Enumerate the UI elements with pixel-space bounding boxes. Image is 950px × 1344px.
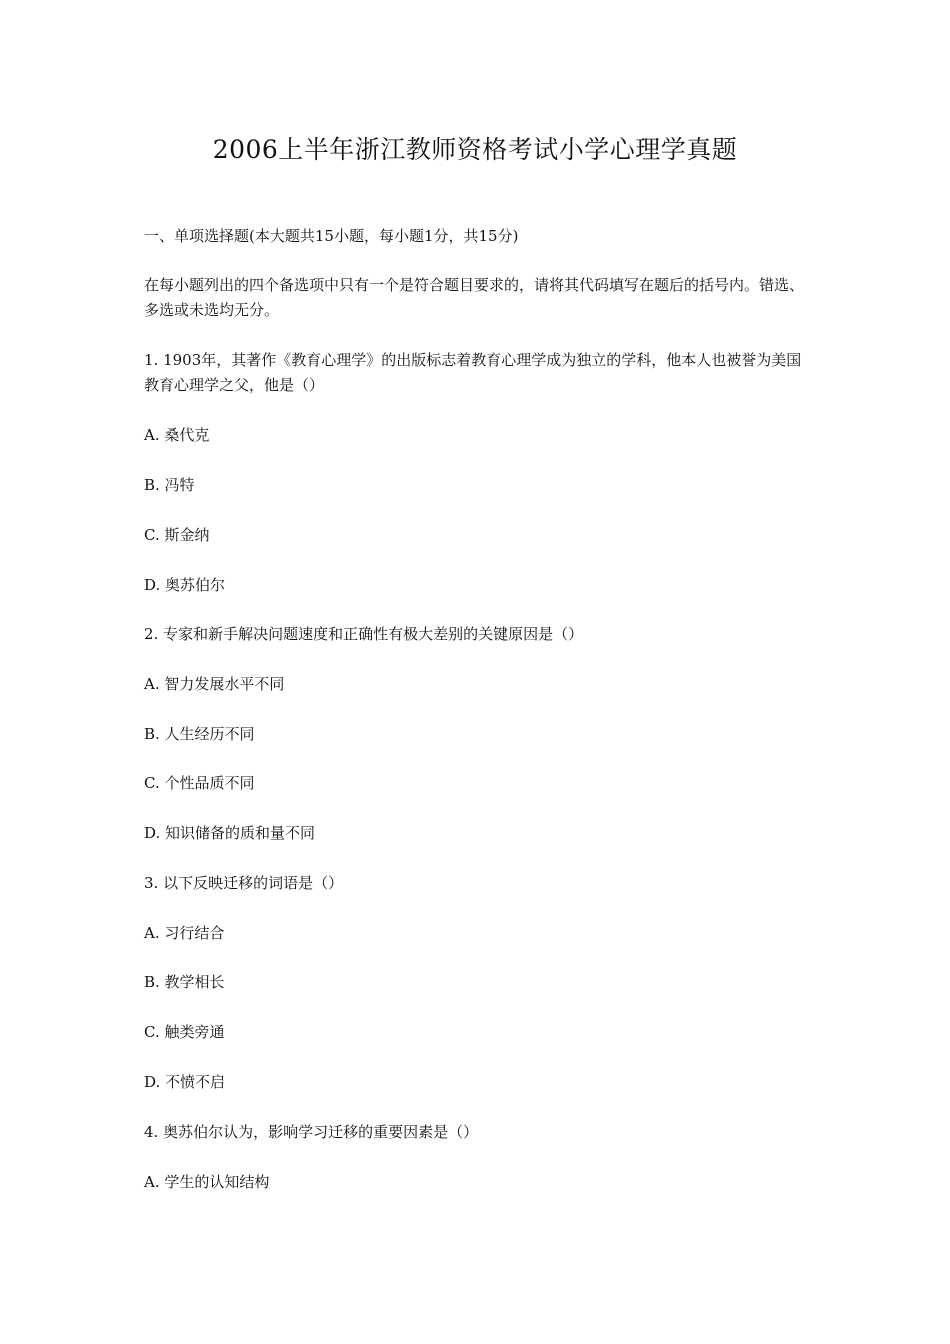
answer-option: C. 个性品质不同 xyxy=(144,774,255,792)
answer-option: D. 不愤不启 xyxy=(144,1073,226,1091)
answer-option: B. 人生经历不同 xyxy=(144,725,255,743)
question-stem: 1. 1903年，其著作《教育心理学》的出版标志着教育心理学成为独立的学科，他本人也被誉为美国教育心理学之父，他是（） xyxy=(144,351,802,394)
answer-option: A. 智力发展水平不同 xyxy=(144,675,285,693)
answer-option: D. 知识储备的质和量不同 xyxy=(144,824,316,842)
answer-option: B. 教学相长 xyxy=(144,973,225,991)
answer-option: B. 冯特 xyxy=(144,476,195,494)
question-stem: 2. 专家和新手解决问题速度和正确性有极大差别的关键原因是（） xyxy=(144,625,584,643)
section-heading: 一、单项选择题(本大题共15小题，每小题1分，共15分) xyxy=(144,227,519,245)
answer-option: A. 学生的认知结构 xyxy=(144,1173,270,1191)
question-stem: 4. 奥苏伯尔认为，影响学习迁移的重要因素是（） xyxy=(144,1123,479,1141)
instructions: 在每小题列出的四个备选项中只有一个是符合题目要求的，请将其代码填写在题后的括号内。错选、多选或未选均无分。 xyxy=(144,276,805,319)
answer-option: A. 习行结合 xyxy=(144,924,225,942)
answer-option: D. 奥苏伯尔 xyxy=(144,576,226,594)
answer-option: C. 触类旁通 xyxy=(144,1023,225,1041)
answer-option: A. 桑代克 xyxy=(144,426,210,444)
question-stem: 3. 以下反映迁移的词语是（） xyxy=(144,874,344,892)
answer-option: C. 斯金纳 xyxy=(144,526,210,544)
page-title: 2006上半年浙江教师资格考试小学心理学真题 xyxy=(212,135,738,164)
